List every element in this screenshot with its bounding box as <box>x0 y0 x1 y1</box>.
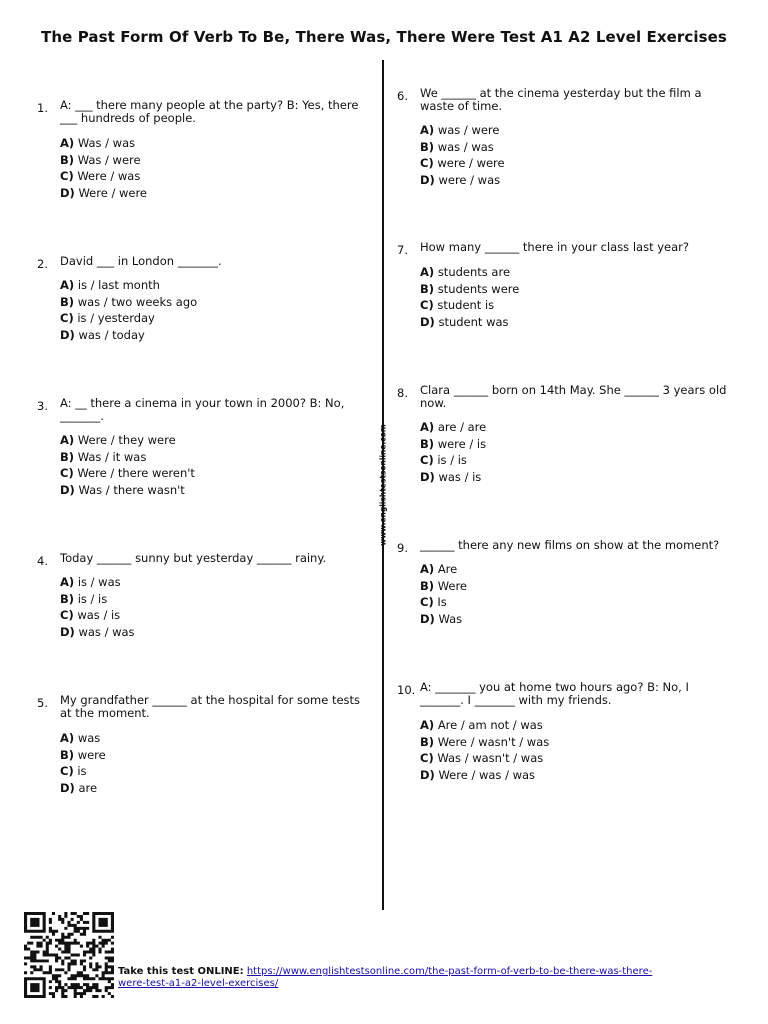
option-d[interactable]: D) are <box>60 780 98 795</box>
question-number: 9. <box>397 541 408 555</box>
option-c[interactable]: C) is <box>60 764 87 778</box>
question-number: 5. <box>37 696 48 710</box>
option-b[interactable]: B) were <box>60 747 106 762</box>
question-text: My grandfather ______ at the hospital for some tests at the moment. <box>60 693 361 720</box>
option-c[interactable]: C) is / is <box>420 453 467 467</box>
option-c[interactable]: C) was / is <box>60 608 121 622</box>
option-a[interactable]: A) Are / am not / was <box>420 718 543 732</box>
option-a[interactable]: A) is / last month <box>60 278 160 292</box>
question-number: 6. <box>397 89 408 103</box>
option-a[interactable]: A) are / are <box>420 420 487 434</box>
option-a[interactable]: A) students are <box>420 265 511 279</box>
options-list <box>60 434 195 500</box>
option-b[interactable]: B) is / is <box>60 591 108 606</box>
options-list <box>420 719 549 785</box>
option-d[interactable]: D) Was / there wasn't <box>60 482 185 497</box>
question-text: David ___ in London _______. <box>60 254 222 268</box>
question-text: A: __ there a cinema in your town in 2000? B: No, _______. <box>60 396 345 423</box>
question-text: How many ______ there in your class last year? <box>420 240 689 254</box>
options-list <box>60 137 147 203</box>
option-d[interactable]: D) was / today <box>60 327 145 342</box>
option-d[interactable]: D) Was <box>420 611 463 626</box>
options-list <box>60 732 106 798</box>
question-number: 2. <box>37 257 48 271</box>
qr-code-icon <box>24 912 114 998</box>
option-c[interactable]: C) student is <box>420 298 495 312</box>
question-text: Today ______ sunny but yesterday ______ rainy. <box>60 551 327 565</box>
question-number: 8. <box>397 386 408 400</box>
options-list <box>420 421 486 487</box>
option-b[interactable]: B) were / is <box>420 436 487 451</box>
page-title: The Past Form Of Verb To Be, There Was, There Were Test A1 A2 Level Exercises <box>41 28 727 46</box>
question-number: 4. <box>37 554 48 568</box>
question-number: 7. <box>397 243 408 257</box>
option-a[interactable]: A) Was / was <box>60 136 136 150</box>
option-c[interactable]: C) were / were <box>420 156 505 170</box>
option-c[interactable]: C) Were / was <box>60 169 141 183</box>
option-b[interactable]: B) Were / wasn't / was <box>420 734 550 749</box>
option-b[interactable]: B) was / was <box>420 139 494 154</box>
option-b[interactable]: B) was / two weeks ago <box>60 294 198 309</box>
option-d[interactable]: D) Were / were <box>60 185 148 200</box>
question-text: A: _______ you at home two hours ago? B: No, I _______. I _______ with my friends. <box>420 680 689 707</box>
option-b[interactable]: B) Was / it was <box>60 449 147 464</box>
option-d[interactable]: D) Were / was / was <box>420 767 536 782</box>
option-c[interactable]: C) Were / there weren't <box>60 466 195 480</box>
option-d[interactable]: D) were / was <box>420 172 501 187</box>
question-text: A: ___ there many people at the party? B: Yes, there ___ hundreds of people. <box>60 98 359 125</box>
option-b[interactable]: B) students were <box>420 281 520 296</box>
option-a[interactable]: A) was / were <box>420 123 500 137</box>
question-number: 1. <box>37 101 48 115</box>
options-list <box>420 266 519 332</box>
question-text: ______ there any new films on show at the moment? <box>420 538 720 552</box>
option-b[interactable]: B) Were <box>420 578 468 593</box>
question-number: 10. <box>397 683 416 697</box>
footer-lead: Take this test ONLINE: <box>118 966 244 977</box>
option-a[interactable]: A) Are <box>420 562 458 576</box>
site-watermark: www.englishtestsonline.com <box>378 424 388 546</box>
option-d[interactable]: D) student was <box>420 314 509 329</box>
options-list <box>420 124 505 190</box>
test-online-link[interactable]: https://www.englishtestsonline.com/the-past-form-of-verb-to-be-there-was-there-were-test-a1-a2-level-exercises/ <box>118 966 653 989</box>
question-text: We ______ at the cinema yesterday but the film a waste of time. <box>420 86 702 113</box>
option-d[interactable]: D) was / was <box>60 624 135 639</box>
options-list <box>60 576 135 642</box>
option-a[interactable]: A) Were / they were <box>60 433 176 447</box>
options-list <box>420 563 467 629</box>
question-number: 3. <box>37 399 48 413</box>
footer <box>118 966 678 990</box>
option-c[interactable]: C) Was / wasn't / was <box>420 751 544 765</box>
option-a[interactable]: A) is / was <box>60 575 121 589</box>
options-list <box>60 279 197 345</box>
option-b[interactable]: B) Was / were <box>60 152 141 167</box>
option-c[interactable]: C) is / yesterday <box>60 311 155 325</box>
option-c[interactable]: C) Is <box>420 595 447 609</box>
option-d[interactable]: D) was / is <box>420 469 482 484</box>
option-a[interactable]: A) was <box>60 731 101 745</box>
question-text: Clara ______ born on 14th May. She ______ 3 years old now. <box>420 383 727 410</box>
